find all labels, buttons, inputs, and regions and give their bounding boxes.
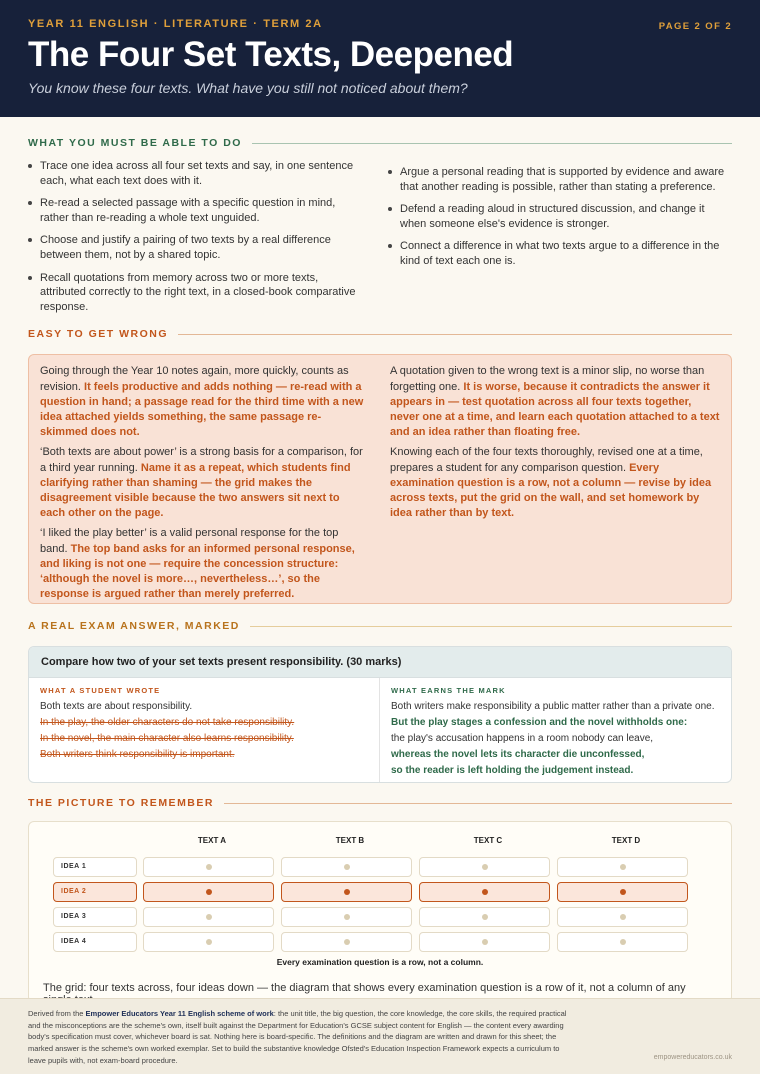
grid-cell — [143, 857, 274, 877]
grid-dot — [482, 864, 488, 870]
grid-cell — [143, 907, 274, 927]
answer-line-strong: whereas the novel lets its character die unconfessed, — [391, 748, 645, 760]
misconception-item — [40, 364, 365, 440]
grid-dot — [620, 914, 626, 920]
answer-line-struck: In the play, the older characters do not take responsibility. — [40, 717, 295, 729]
grid-column-header: TEXT B — [335, 836, 365, 846]
footer-source: Empower Educators Year 11 English scheme of work — [85, 1009, 274, 1018]
misconceptions-column-right — [380, 364, 720, 595]
exam-heading-label: A REAL EXAM ANSWER, MARKED — [28, 620, 240, 633]
grid-row — [53, 932, 707, 952]
list-item: Recall quotations from memory across two or more texts, attributed correctly to the right text, in a closed-book comparative response. — [28, 271, 358, 315]
grid-cell — [557, 857, 688, 877]
course-eyebrow: YEAR 11 ENGLISH · LITERATURE · TERM 2A — [28, 18, 323, 30]
must-do-column-left — [28, 159, 380, 322]
misconception-item — [40, 526, 365, 602]
grid-column-header: TEXT D — [611, 836, 641, 846]
misconception-text: ‘I liked the play better’ is a valid personal response for the top band. — [40, 527, 339, 555]
misconception-text: Knowing each of the four texts thoroughly, revised one at a time, prepares a student for any comparison question. — [390, 446, 703, 474]
grid-cell — [281, 882, 412, 902]
answer-line-strong: But the play stages a confession and the novel withholds one: — [391, 717, 688, 729]
page-header — [0, 0, 760, 117]
grid-dot — [344, 889, 350, 895]
grid-dot — [206, 914, 212, 920]
list-item: Choose and justify a pairing of two texts by a real difference between them, not by a shared topic. — [28, 233, 358, 262]
page-subtitle: You know these four texts. What have you still not noticed about them? — [28, 80, 468, 96]
list-item: Connect a difference in what two texts argue to a difference in the kind of text each one is. — [388, 239, 732, 268]
misconception-text: A quotation given to the wrong text is a minor slip, no worse than forgetting one. — [390, 365, 705, 393]
student-answer — [29, 678, 380, 783]
misconception-text: ‘Both texts are about power’ is a strong basis for a comparison, for a third year running. — [40, 446, 363, 474]
answer-line-strong: so the reader is left holding the judgement instead. — [391, 764, 634, 776]
divider — [178, 334, 732, 335]
answer-line: the play's accusation happens in a room nobody can leave, — [391, 732, 654, 744]
misconception-item — [390, 445, 720, 521]
misconception-fix: It feels productive and adds nothing — re-read with a question in hand; a passage read for the third time with a new idea attached yields something, the same passage re-skimmed does not. — [40, 380, 364, 439]
grid-dot — [620, 864, 626, 870]
grid-column-header: TEXT A — [197, 836, 227, 846]
grid-dot — [206, 864, 212, 870]
footer-site: empowereducators.co.uk — [653, 1054, 732, 1061]
list-item: Re-read a selected passage with a specific question in mind, rather than re-reading a whole text unguided. — [28, 196, 358, 225]
grid-cell — [419, 882, 550, 902]
misconception-fix: Every examination question is a row, not a column — revise by idea across texts, put the grid on the wall, and set homework by idea rather than by text. — [390, 461, 712, 520]
grid-dot — [482, 914, 488, 920]
misconception-fix: It is worse, because it contradicts the answer it appears in — test quotation across all four texts together, never one at a time, and learn each quotation attached to a text and an idea rather than floating free. — [390, 380, 720, 439]
grid-dot — [482, 939, 488, 945]
grid-caption: Every examination question is a row, not a column. — [276, 957, 484, 968]
idea-grid-panel — [28, 821, 732, 1003]
grid-dot — [344, 864, 350, 870]
grid-row-label: IDEA 2 — [53, 882, 137, 902]
misconceptions-column-left — [40, 364, 380, 601]
grid-dot — [344, 939, 350, 945]
exam-question: Compare how two of your set texts present responsibility. (30 marks) — [29, 647, 731, 678]
wrong-heading-label: EASY TO GET WRONG — [28, 328, 169, 341]
grid-cell — [557, 932, 688, 952]
grid-description: The grid: four texts across, four ideas down — the diagram that shows every examination question is a row of it, not a column of any — [43, 982, 686, 995]
page-number: PAGE 2 OF 2 — [658, 21, 732, 32]
answer-line-struck: In the novel, the main character also learns responsibility. — [40, 732, 294, 744]
grid-row — [53, 907, 707, 927]
picture-heading-label: THE PICTURE TO REMEMBER — [28, 797, 214, 810]
model-answer-heading: WHAT EARNS THE MARK — [391, 686, 506, 696]
list-item: Trace one idea across all four set texts and say, in one sentence each, what each text does with it. — [28, 159, 358, 188]
grid-cell — [557, 882, 688, 902]
grid-dot — [344, 914, 350, 920]
wrong-heading — [28, 328, 732, 340]
footer-note — [28, 1008, 573, 1067]
grid-column-headers — [143, 836, 707, 845]
must-do-column-right — [380, 159, 732, 322]
picture-heading — [28, 797, 732, 809]
grid-cell — [419, 857, 550, 877]
grid-cell — [557, 907, 688, 927]
grid-row-highlighted — [53, 882, 707, 902]
misconceptions-panel — [28, 354, 732, 604]
grid-dot — [620, 889, 626, 895]
list-item: Defend a reading aloud in structured discussion, and change it when someone else's evidence is stronger. — [388, 202, 732, 231]
misconception-text: Going through the Year 10 notes again, more quickly, counts as revision. — [40, 365, 349, 393]
exam-answer-panel — [28, 646, 732, 783]
list-item: Argue a personal reading that is supported by evidence and aware that another reading is possible, rather than stating a preference. — [388, 165, 732, 194]
grid-cell — [143, 932, 274, 952]
grid-cell — [281, 907, 412, 927]
grid-row-label: IDEA 1 — [53, 857, 137, 877]
grid-dot — [206, 939, 212, 945]
misconception-fix: The top band asks for an informed personal response, and liking is not one — require the concession structure: ‘although the novel is more…, nevertheless…’, so the response is argued rather than merely preferred. — [40, 542, 355, 601]
misconception-item — [390, 364, 720, 440]
grid-cell — [281, 932, 412, 952]
grid-dot — [206, 889, 212, 895]
divider — [250, 626, 732, 627]
must-do-heading — [28, 137, 732, 149]
misconception-fix: Name it as a repeat, which students find clarifying rather than shaming — the grid makes the disagreement visible because the two answers sit next to each other on the page. — [40, 461, 351, 520]
grid-cell — [143, 882, 274, 902]
grid-cell — [419, 907, 550, 927]
grid-dot — [482, 889, 488, 895]
footer-prefix: Derived from the — [28, 1009, 86, 1018]
footer-body: : the unit title, the big question, the core knowledge, the core skills, the required practical and the misconceptions are the scheme's own, itself built against the Department for Education's GCSE subject content for English — the content every awarding body's specification must cover, whichever board is sat. Nothing here is board-specific. The definitions and the diagram are written and drawn for this sheet; the marked answer is the scheme's own worked exemplar. Set to build the substantive knowledge Ofsted's Education Inspection Framework expects a curriculum to leave pupils with, not exam-board procedure. — [28, 1009, 567, 1065]
divider — [224, 803, 732, 804]
grid-row — [53, 857, 707, 877]
must-do-heading-label: WHAT YOU MUST BE ABLE TO DO — [28, 137, 242, 149]
grid-cell — [281, 857, 412, 877]
grid-row-label: IDEA 3 — [53, 907, 137, 927]
page-title: The Four Set Texts, Deepened — [28, 35, 514, 74]
student-answer-heading: WHAT A STUDENT WROTE — [40, 686, 161, 696]
divider — [252, 143, 732, 144]
misconception-item — [40, 445, 365, 521]
grid-row-label: IDEA 4 — [53, 932, 137, 952]
exam-heading — [28, 620, 732, 632]
answer-line: Both writers make responsibility a public matter rather than a private one. — [391, 701, 715, 713]
answer-line: Both texts are about responsibility. — [40, 701, 193, 713]
model-answer — [380, 678, 731, 783]
grid-cell — [419, 932, 550, 952]
grid-column-header: TEXT C — [473, 836, 503, 846]
grid-dot — [620, 939, 626, 945]
answer-line-struck: Both writers think responsibility is important. — [40, 748, 235, 760]
page-footer — [0, 998, 760, 1074]
must-do-list — [28, 159, 732, 322]
